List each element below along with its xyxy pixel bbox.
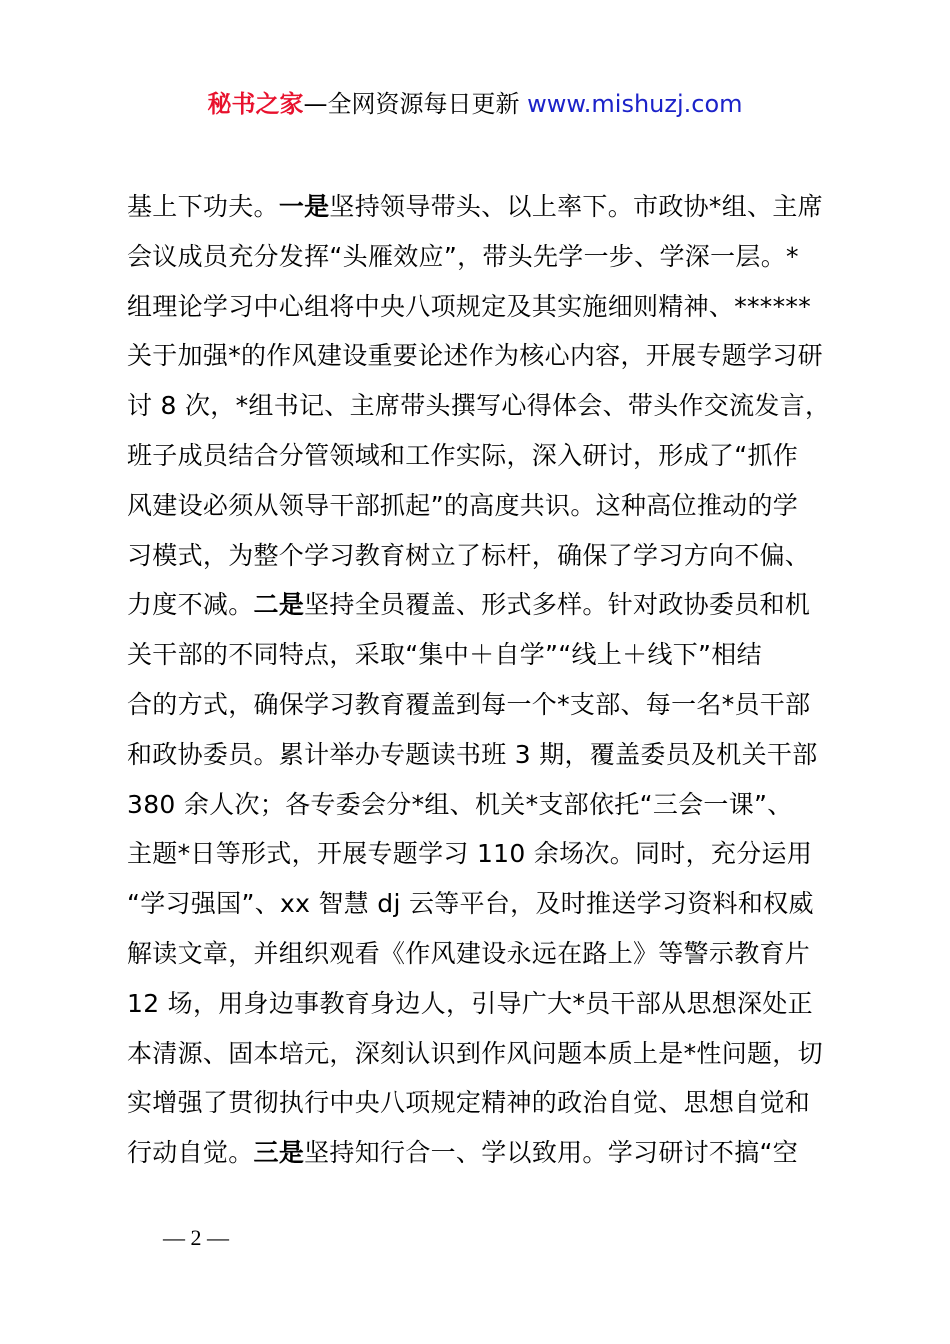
text-line: 实增强了贯彻执行中央八项规定精神的政治自觉、思想自觉和 bbox=[127, 1088, 811, 1118]
text-line: 380 余人次；各专委会分*组、机关*支部依托“三会一课”、 bbox=[127, 789, 793, 819]
text-line: 力度不减。二是坚持全员覆盖、形式多样。针对政协委员和机 bbox=[127, 590, 811, 620]
text-line: “学习强国”、xx 智慧 dj 云等平台，及时推送学习资料和权威 bbox=[127, 889, 814, 919]
text-line: 班子成员结合分管领域和工作实际，深入研讨，形成了“抓作 bbox=[127, 440, 799, 470]
text-line: 和政协委员。累计举办专题读书班 3 期，覆盖委员及机关干部 bbox=[127, 739, 818, 769]
header-brand: 秘书之家 bbox=[207, 90, 304, 118]
text-line: 关干部的不同特点，采取“集中＋自学”“线上＋线下”相结 bbox=[127, 640, 762, 670]
header-tagline: —全网资源每日更新 bbox=[303, 90, 528, 118]
text-line: 习模式，为整个学习教育树立了标杆，确保了学习方向不偏、 bbox=[127, 540, 811, 570]
text-line: 基上下功夫。一是坚持领导带头、以上率下。市政协*组、主席 bbox=[127, 192, 823, 221]
text-line: 风建设必须从领导干部抓起”的高度共识。这种高位推动的学 bbox=[127, 490, 799, 520]
text-line: 关于加强*的作风建设重要论述作为核心内容，开展专题学习研 bbox=[127, 341, 823, 371]
text-line: 组理论学习中心组将中央八项规定及其实施细则精神、****** bbox=[127, 291, 812, 321]
page-number: — 2 — bbox=[163, 1225, 229, 1250]
text-line: 讨 8 次，*组书记、主席带头撰写心得体会、带头作交流发言， bbox=[127, 391, 831, 421]
text-line: 会议成员充分发挥“头雁效应”，带头先学一步、学深一层。* bbox=[127, 241, 799, 271]
text-line: 12 场，用身边事教育身边人，引导广大*员干部从思想深处正 bbox=[127, 988, 813, 1018]
text-line: 解读文章，并组织观看《作风建设永远在路上》等警示教育片 bbox=[127, 938, 811, 968]
text-line: 合的方式，确保学习教育覆盖到每一个*支部、每一名*员干部 bbox=[127, 689, 811, 719]
text-line: 主题*日等形式，开展专题学习 110 余场次。同时，充分运用 bbox=[127, 839, 813, 869]
page-header bbox=[0, 86, 950, 122]
text-line: 行动自觉。三是坚持知行合一、学以致用。学习研讨不搞“空 bbox=[127, 1138, 799, 1168]
text-line: 本清源、固本培元，深刻认识到作风问题本质上是*性问题，切 bbox=[127, 1038, 823, 1068]
header-url-link[interactable]: www.mishuzj.com bbox=[527, 90, 743, 118]
document-body bbox=[127, 182, 837, 1178]
